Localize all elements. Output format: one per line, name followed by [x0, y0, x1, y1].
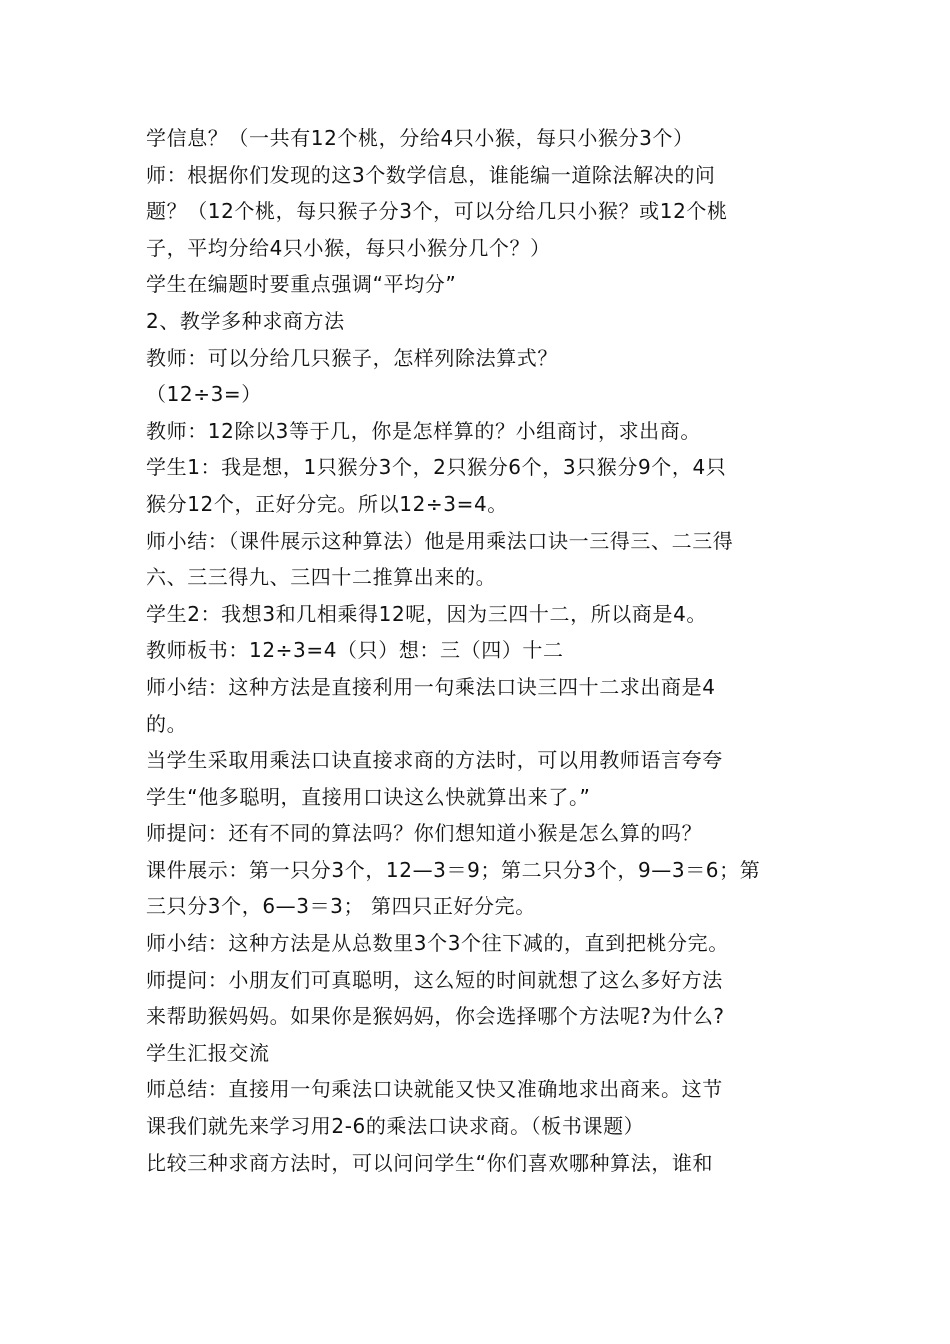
text-line: 学信息？（一共有12个桃，分给4只小猴，每只小猴分3个） [146, 126, 694, 150]
text-line: 教师：12除以3等于几，你是怎样算的？小组商讨，求出商。 [146, 418, 701, 443]
document-body [146, 120, 826, 1181]
text-line: 师提问：还有不同的算法吗？你们想知道小猴是怎么算的吗？ [146, 821, 703, 846]
text-line: 师总结：直接用一句乘法口诀就能又快又准确地求出商来。这节 [146, 1077, 723, 1102]
text-line: 课件展示：第一只分3个，12—3＝9；第二只分3个，9—3＝6；第 [146, 857, 761, 882]
text-line: 师提问：小朋友们可真聪明，这么短的时间就想了这么多好方法 [146, 967, 723, 992]
text-line: 师：根据你们发现的这3个数学信息，谁能编一道除法解决的问 [146, 162, 716, 187]
text-line: 师小结：这种方法是直接利用一句乘法口诀三四十二求出商是4 [146, 674, 716, 699]
text-line: 教师板书：12÷3=4（只）想：三（四）十二 [146, 638, 564, 663]
text-line: （12÷3=） [146, 382, 262, 407]
text-line: 师小结：（课件展示这种算法）他是用乘法口诀一三得三、二三得 [146, 528, 734, 553]
text-line: 学生1：我是想，1只猴分3个，2只猴分6个，3只猴分9个，4只 [146, 455, 727, 480]
text-line: 题？（12个桃，每只猴子分3个，可以分给几只小猴？或12个桃 [146, 199, 728, 224]
text-line: 三只分3个，6—3＝3； 第四只正好分完。 [146, 894, 536, 919]
text-line: 来帮助猴妈妈。如果你是猴妈妈，你会选择哪个方法呢?为什么? [146, 1004, 725, 1029]
text-line: 六、三三得九、三四十二推算出来的。 [146, 565, 497, 590]
text-line: 当学生采取用乘法口诀直接求商的方法时，可以用教师语言夸夸 [146, 748, 723, 773]
text-line: 学生汇报交流 [146, 1040, 270, 1065]
text-line: 猴分12个，正好分完。所以12÷3=4。 [146, 491, 508, 516]
text-line: 课我们就先来学习用2-6的乘法口诀求商。（板书课题） [146, 1114, 645, 1139]
text-line: 的。 [146, 711, 188, 736]
section-heading: 2、教学多种求商方法 [146, 308, 345, 333]
text-line: 子，平均分给4只小猴，每只小猴分几个？） [146, 235, 551, 260]
text-line: 师小结：这种方法是从总数里3个3个往下减的，直到把桃分完。 [146, 931, 729, 956]
text-line: 学生“他多聪明，直接用口诀这么快就算出来了。” [146, 784, 591, 809]
text-line: 教师：可以分给几只猴子，怎样列除法算式？ [146, 345, 558, 370]
text-line: 比较三种求商方法时，可以问问学生“你们喜欢哪种算法，谁和 [146, 1150, 714, 1175]
text-line: 学生2：我想3和几相乘得12呢，因为三四十二，所以商是4。 [146, 601, 708, 626]
text-line: 学生在编题时要重点强调“平均分” [146, 272, 457, 297]
